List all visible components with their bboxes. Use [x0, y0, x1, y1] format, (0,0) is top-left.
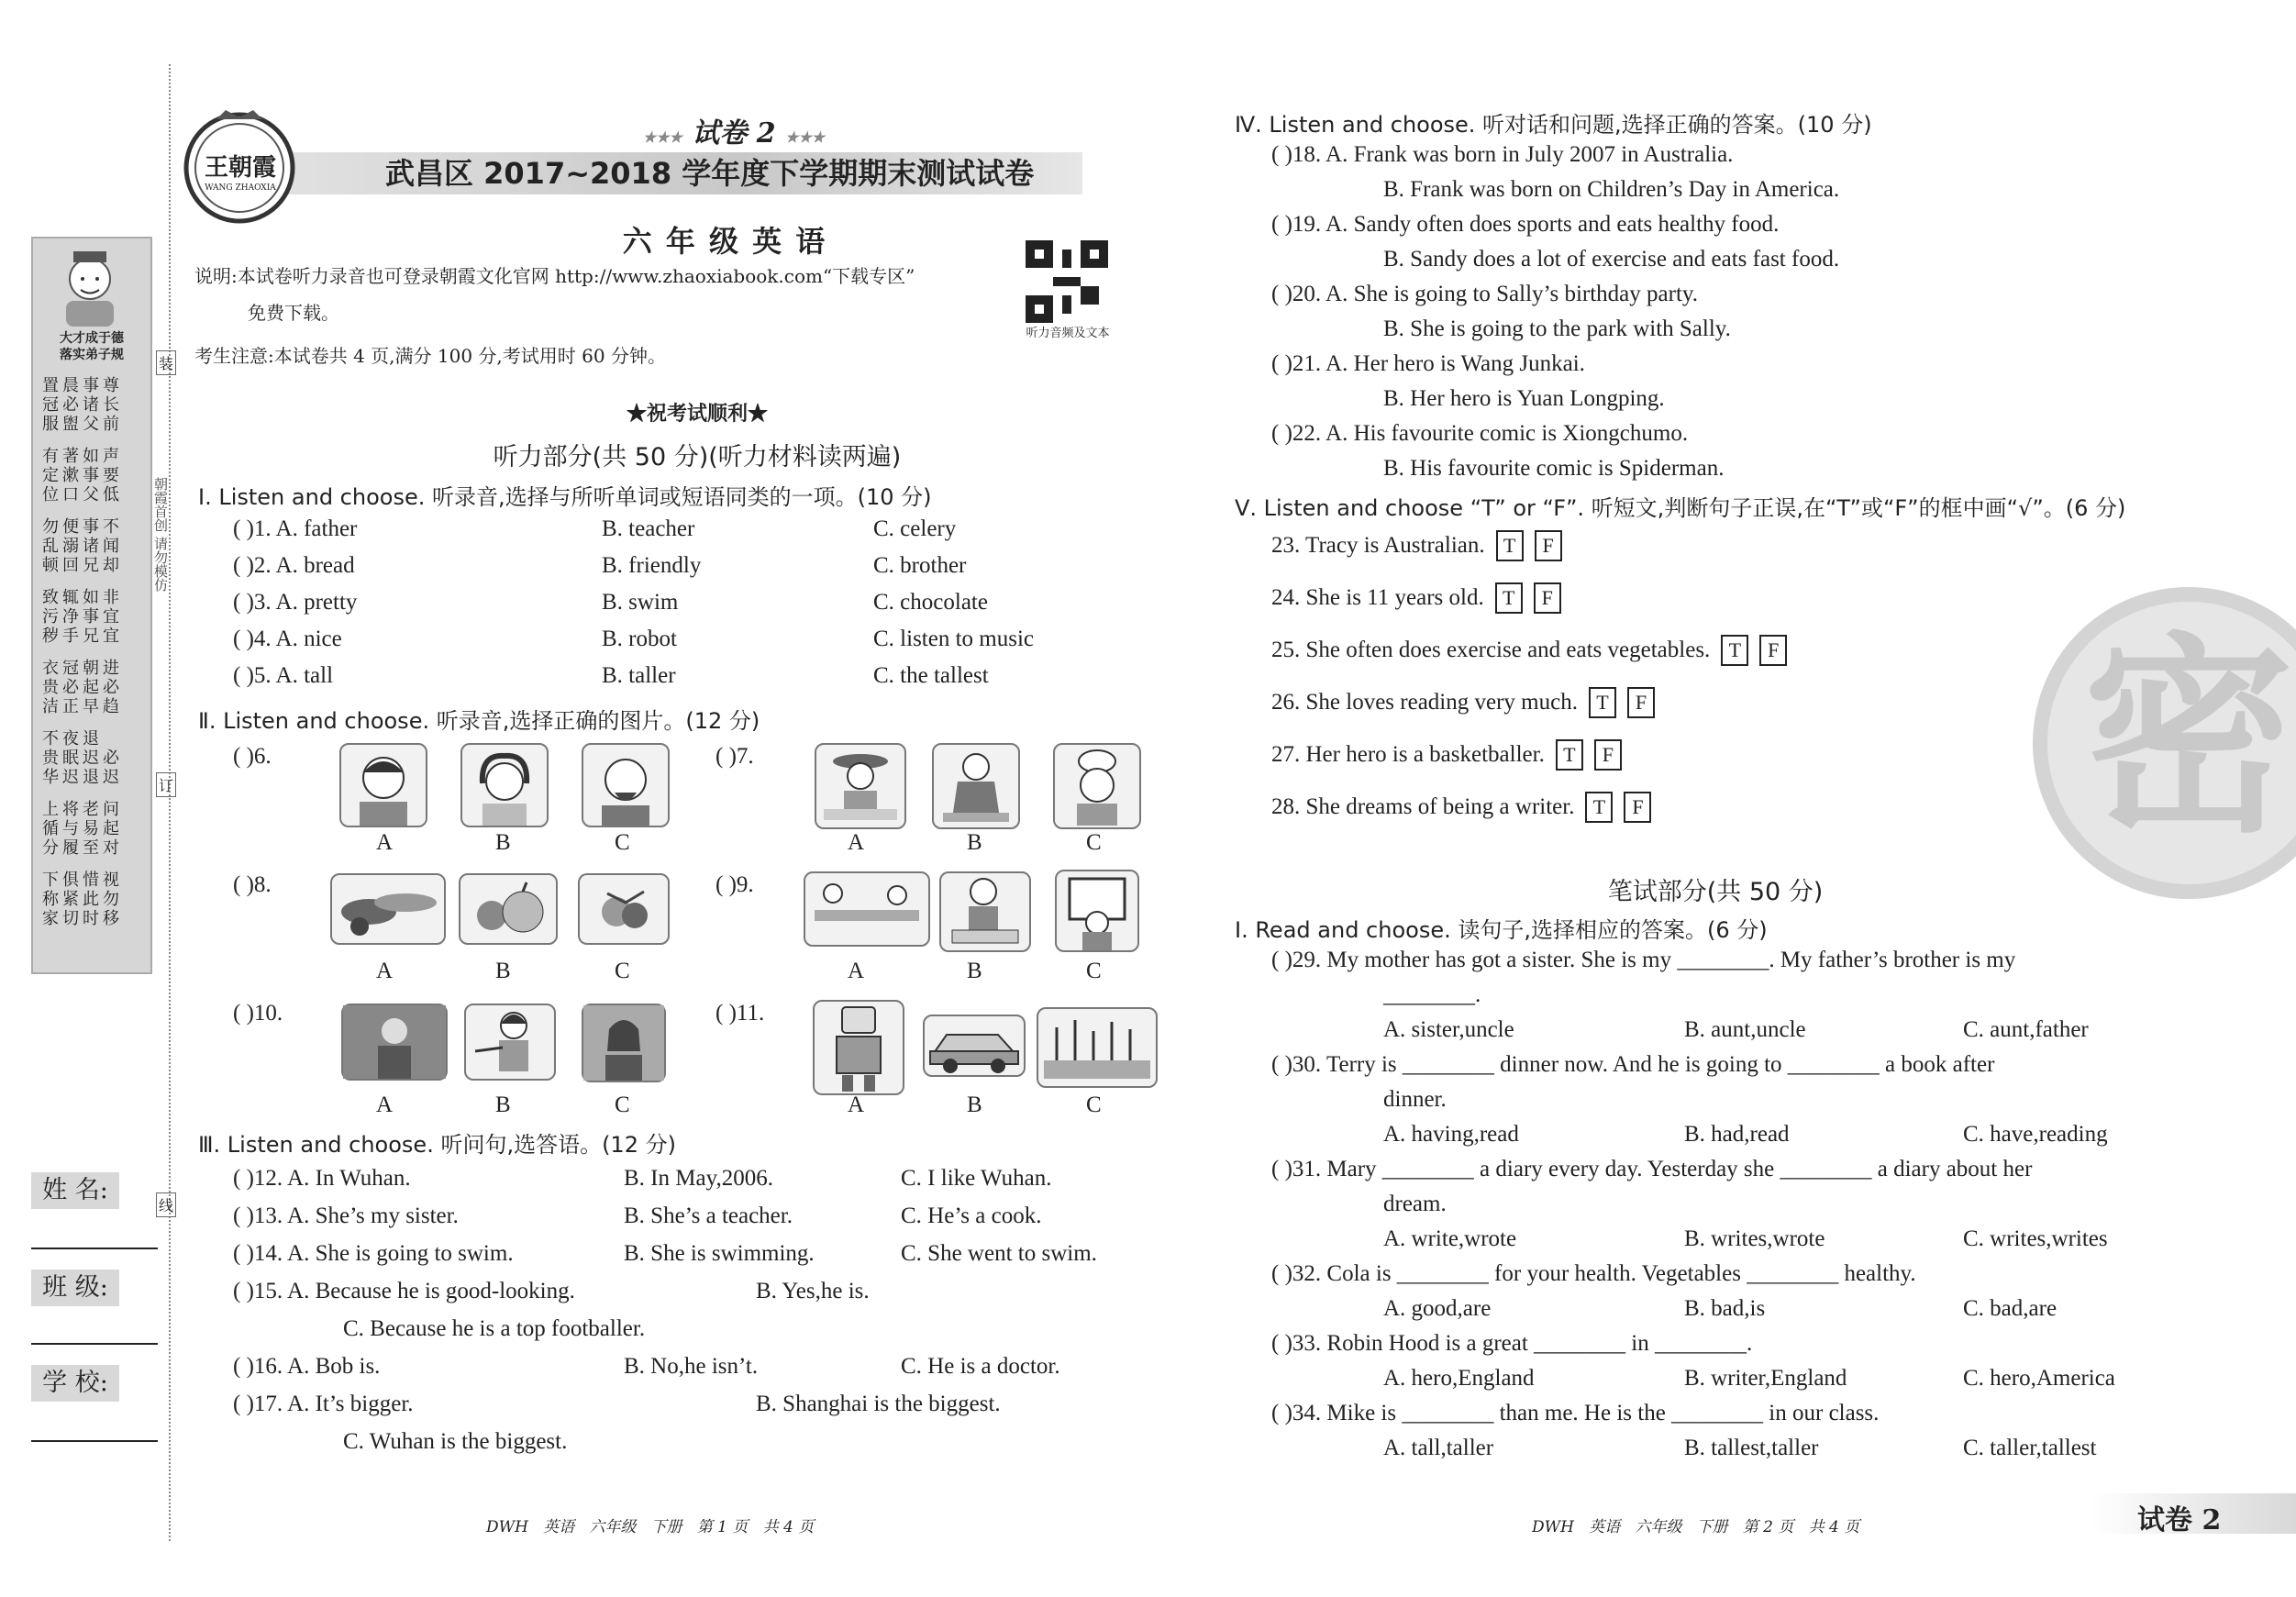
exam-title: 武昌区 2017~2018 学年度下学期期末测试试卷: [385, 156, 1035, 191]
question-row: [233, 516, 1150, 552]
qr-code[interactable]: [1026, 240, 1108, 321]
verse-line: 致辄如非: [42, 588, 123, 607]
picture-10a[interactable]: [341, 1004, 448, 1081]
picture-6b[interactable]: [460, 743, 549, 827]
class-field[interactable]: [31, 1343, 158, 1345]
option-a: A. write,wrote: [1383, 1226, 1517, 1251]
options-row: [1271, 1365, 2198, 1400]
subject-title: 六 年 级 英 语: [622, 224, 827, 259]
option-b: B. swim: [602, 590, 679, 615]
question-8[interactable]: ( )8.: [233, 872, 272, 897]
option-c: C. Because he is a top footballer.: [343, 1316, 646, 1341]
question-7[interactable]: ( )7.: [715, 744, 754, 769]
label-b: B: [967, 830, 982, 855]
label-a: A: [848, 1092, 865, 1117]
false-box[interactable]: F: [1759, 635, 1787, 666]
options-row: [1271, 1016, 2198, 1051]
verse-line: 称紧此勿: [42, 890, 123, 909]
question-row: [233, 1278, 1150, 1315]
true-box[interactable]: T: [1589, 687, 1616, 718]
section5-items: [1271, 530, 2097, 844]
picture-8a[interactable]: [330, 873, 446, 945]
option-a: A. hero,England: [1383, 1366, 1535, 1391]
seal-word: 线: [156, 1192, 176, 1217]
answer-blank[interactable]: ( )2. A. bread: [233, 553, 355, 578]
verse-line: 不夜退: [42, 729, 103, 749]
false-box[interactable]: F: [1627, 687, 1655, 718]
question-row: [233, 1428, 1150, 1466]
option-a: A. tall,taller: [1383, 1436, 1494, 1460]
listening-title: 听力部分(共 50 分)(听力材料读两遍): [493, 443, 902, 471]
option-line: B. Frank was born on Children’s Day in America.: [1383, 177, 1840, 202]
true-box[interactable]: T: [1495, 582, 1523, 614]
verse-line: 洁正早趋: [42, 697, 123, 716]
answer-blank[interactable]: ( )3. A. pretty: [233, 590, 358, 615]
option-b: B. friendly: [602, 553, 702, 578]
verse-line: 下俱惜视: [42, 871, 123, 890]
verse-line: 位口父低: [42, 485, 123, 505]
section1-questions: [233, 516, 1150, 699]
label-b: B: [967, 1092, 982, 1117]
tf-statement: 24. She is 11 years old.: [1271, 585, 1484, 610]
option-c: C. hero,America: [1963, 1366, 2115, 1391]
class-label: 班 级:: [31, 1270, 119, 1306]
verse-line: 置晨事尊: [42, 376, 123, 395]
option-c: C. writes,writes: [1963, 1226, 2108, 1251]
option-line: B. Sandy does a lot of exercise and eats fast food.: [1383, 247, 1840, 272]
verse-line: 贵眠迟必: [42, 749, 123, 768]
answer-line[interactable]: ( )22. A. His favourite comic is Xiongchumo.: [1271, 421, 1689, 446]
option-c: C. listen to music: [873, 627, 1034, 651]
option-b: B. writes,wrote: [1684, 1226, 1825, 1251]
option-line: B. Her hero is Yuan Longping.: [1383, 386, 1665, 411]
verse-line: 顿回兄却: [42, 556, 123, 575]
motto-line1: 大才成于德: [60, 331, 124, 346]
option-b: B. She’s a teacher.: [624, 1203, 793, 1228]
answer-blank[interactable]: ( )4. A. nice: [233, 627, 342, 651]
options-row: [1271, 1435, 2198, 1469]
side-note: 朝霞首创 请勿模仿: [152, 477, 169, 592]
tf-statement: 25. She often does exercise and eats vegetables.: [1271, 638, 1711, 662]
tf-statement: 27. Her hero is a basketballer.: [1271, 742, 1545, 767]
question-row: [233, 589, 1150, 626]
question-row: [233, 1391, 1150, 1428]
option-c: C. He’s a cook.: [901, 1203, 1042, 1228]
option-b: B. tallest,taller: [1684, 1436, 1819, 1460]
question-cont: ________.: [1383, 982, 1481, 1007]
question-stem[interactable]: ( )30. Terry is ________ dinner now. And he is going to ________ a book after: [1271, 1052, 1995, 1077]
question-row: [233, 1165, 1150, 1203]
option-b: B. In May,2006.: [624, 1166, 773, 1191]
picture-7c[interactable]: [1053, 743, 1141, 829]
option-c: C. celery: [873, 516, 957, 541]
school-field[interactable]: [31, 1440, 158, 1442]
answer-blank[interactable]: ( )14. A. She is going to swim.: [233, 1241, 514, 1266]
option-c: C. She went to swim.: [901, 1241, 1097, 1266]
picture-11c[interactable]: [1037, 1007, 1158, 1088]
label-c: C: [1086, 959, 1102, 983]
tf-statement: 23. Tracy is Australian.: [1271, 533, 1485, 558]
true-box[interactable]: T: [1496, 530, 1524, 561]
option-b: B. bad,is: [1684, 1296, 1766, 1321]
option-b: B. aunt,uncle: [1684, 1017, 1806, 1042]
label-a: A: [848, 830, 865, 855]
sidebar-motto: [37, 330, 147, 363]
option-c: C. Wuhan is the biggest.: [343, 1429, 568, 1454]
label-c: C: [615, 1092, 630, 1117]
notes-line1: 说明:本试卷听力录音也可登录朝霞文化官网 http://www.zhaoxiabook.com“下载专区”: [194, 265, 915, 287]
label-c: C: [615, 830, 630, 855]
option-b: B. She is swimming.: [624, 1241, 815, 1266]
picture-11a[interactable]: [813, 1000, 904, 1095]
verse-line: 分履至对: [42, 838, 123, 858]
tf-row: [1271, 635, 2097, 687]
picture-11b[interactable]: [923, 1015, 1026, 1077]
false-box[interactable]: F: [1535, 530, 1562, 561]
answer-line[interactable]: ( )21. A. Her hero is Wang Junkai.: [1271, 351, 1585, 376]
question-stem[interactable]: ( )32. Cola is ________ for your health. Vegetables ________ healthy.: [1271, 1261, 1916, 1286]
section4-title: Ⅳ. Listen and choose. 听对话和问题,选择正确的答案。(10 分): [1235, 112, 1872, 138]
tf-row: [1271, 792, 2097, 844]
answer-line[interactable]: ( )18. A. Frank was born in July 2007 in Australia.: [1271, 142, 1734, 167]
question-row: [233, 1315, 1150, 1353]
good-luck: ★祝考试顺利★: [626, 402, 768, 426]
seal-word: 装: [156, 350, 176, 375]
option-c: C. have,reading: [1963, 1122, 2108, 1147]
verse-line: 乱溺诸闻: [42, 537, 123, 556]
option-a: A. good,are: [1383, 1296, 1492, 1321]
option-b: B. writer,England: [1684, 1366, 1847, 1391]
option-b: B. Shanghai is the biggest.: [756, 1392, 1001, 1416]
verse-line: 服盥父前: [42, 415, 123, 434]
section1-title: Ⅰ. Listen and choose. 听录音,选择与所听单词或短语同类的一项。(10 分): [198, 484, 932, 510]
options-row: [1271, 1295, 2198, 1330]
label-a: A: [848, 959, 865, 983]
seal-char: 密: [2082, 616, 2294, 861]
verse-line: 定漱事要: [42, 466, 123, 485]
picture-8b[interactable]: [459, 873, 558, 945]
label-b: B: [967, 959, 982, 983]
option-c: C. I like Wuhan.: [901, 1166, 1052, 1191]
question-row: [233, 1240, 1150, 1278]
writing-section1-title: Ⅰ. Read and choose. 读句子,选择相应的答案。(6 分): [1235, 917, 1768, 943]
true-box[interactable]: T: [1721, 635, 1748, 666]
motto-line2: 落实弟子规: [60, 348, 124, 362]
picture-9a[interactable]: [804, 871, 930, 947]
tf-row: [1271, 582, 2097, 635]
option-b: B. No,he isn’t.: [624, 1354, 759, 1379]
true-box[interactable]: T: [1556, 739, 1583, 771]
answer-blank[interactable]: ( )15. A. Because he is good-looking.: [233, 1279, 575, 1303]
option-c: C. He is a doctor.: [901, 1354, 1060, 1379]
sidebar-scholar-figure: [50, 246, 130, 328]
section5-title: Ⅴ. Listen and choose “T” or “F”. 听短文,判断句子正误,在“T”或“F”的框中画“√”。(6 分): [1235, 495, 2126, 521]
exam-notice: 考生注意:本试卷共 4 页,满分 100 分,考试用时 60 分钟。: [194, 345, 666, 367]
corner-tag: 试卷 2: [2137, 1504, 2222, 1536]
options-row: [1271, 1121, 2198, 1156]
option-line: B. She is going to the park with Sally.: [1383, 316, 1731, 341]
option-b: B. taller: [602, 663, 676, 688]
answer-blank[interactable]: ( )5. A. tall: [233, 663, 334, 688]
verse-line: 家切时移: [42, 909, 123, 928]
label-c: C: [615, 959, 630, 983]
page-footer-left: DWH 英语 六年级 下册 第 1 页 共 4 页: [486, 1518, 815, 1536]
question-9[interactable]: ( )9.: [715, 872, 754, 897]
tf-statement: 28. She dreams of being a writer.: [1271, 794, 1575, 819]
answer-blank[interactable]: ( )1. A. father: [233, 516, 358, 541]
question-row: [233, 1353, 1150, 1391]
section3-title: Ⅲ. Listen and choose. 听问句,选答语。(12 分): [198, 1132, 676, 1158]
option-c: C. aunt,father: [1963, 1017, 2089, 1042]
tf-row: [1271, 530, 2097, 582]
tf-statement: 26. She loves reading very much.: [1271, 690, 1578, 715]
label-b: B: [495, 959, 511, 983]
picture-10b[interactable]: [464, 1004, 556, 1081]
label-a: A: [376, 1092, 394, 1117]
school-label: 学 校:: [31, 1365, 119, 1402]
verse-line: 有著如声: [42, 447, 123, 466]
label-a: A: [376, 830, 394, 855]
question-stem[interactable]: ( )34. Mike is ________ than me. He is the ________ in our class.: [1271, 1401, 1880, 1425]
verse-line: 勿便事不: [42, 517, 123, 537]
verse-line: 冠必诸长: [42, 395, 123, 415]
label-a: A: [376, 959, 394, 983]
false-box[interactable]: F: [1624, 792, 1651, 823]
name-field[interactable]: [31, 1248, 158, 1249]
question-stem[interactable]: ( )33. Robin Hood is a great ________ in ________.: [1271, 1331, 1753, 1356]
picture-10c[interactable]: [582, 1004, 666, 1082]
option-a: A. sister,uncle: [1383, 1017, 1514, 1042]
option-c: C. brother: [873, 553, 967, 578]
option-c: C. bad,are: [1963, 1296, 2058, 1321]
false-box[interactable]: F: [1534, 582, 1561, 614]
notes-line2: 免费下载。: [248, 302, 339, 324]
true-box[interactable]: T: [1585, 792, 1613, 823]
writing-title: 笔试部分(共 50 分): [1607, 878, 1824, 906]
answer-line[interactable]: ( )20. A. She is going to Sally’s birthday party.: [1271, 282, 1699, 306]
verse-line: 上将老问: [42, 800, 123, 819]
question-11[interactable]: ( )11.: [715, 1001, 765, 1026]
question-row: [233, 662, 1150, 699]
picture-6c[interactable]: [582, 743, 670, 827]
section2-title: Ⅱ. Listen and choose. 听录音,选择正确的图片。(12 分): [198, 708, 760, 734]
section4-lines: [1271, 141, 2189, 490]
label-b: B: [495, 1092, 511, 1117]
seal-word: 订: [156, 772, 176, 797]
verse-line: 污净事宜: [42, 607, 123, 627]
question-6[interactable]: ( )6.: [233, 744, 272, 769]
question-stem[interactable]: ( )29. My mother has got a sister. She is my ________. My father’s brother is my: [1271, 948, 2016, 972]
answer-blank[interactable]: ( )13. A. She’s my sister.: [233, 1203, 459, 1228]
picture-8c[interactable]: [578, 873, 670, 945]
option-b: B. robot: [602, 627, 677, 651]
picture-7b[interactable]: [932, 743, 1020, 829]
star-icon: ★★★: [642, 128, 682, 146]
logo-subtext: WANG ZHAOXIA: [205, 183, 276, 193]
tf-row: [1271, 687, 2097, 739]
writing-questions: [1271, 947, 2198, 1469]
option-c: C. taller,tallest: [1963, 1436, 2097, 1460]
answer-blank[interactable]: ( )17. A. It’s bigger.: [233, 1392, 414, 1416]
question-cont: dream.: [1383, 1192, 1447, 1216]
verse-line: 循与易起: [42, 819, 123, 838]
picture-6a[interactable]: [339, 743, 427, 827]
option-b: B. teacher: [602, 516, 695, 541]
label-c: C: [1086, 1092, 1102, 1117]
name-label: 姓 名:: [31, 1172, 119, 1209]
verse-line: 衣冠朝进: [42, 659, 123, 678]
verse-line: 秽手兄宜: [42, 627, 123, 646]
option-b: B. Yes,he is.: [756, 1279, 870, 1303]
tf-row: [1271, 739, 2097, 792]
sidebar-verses: [42, 376, 143, 928]
picture-7a[interactable]: [815, 743, 906, 829]
question-row: [233, 552, 1150, 589]
question-cont: dinner.: [1383, 1087, 1447, 1112]
option-c: C. chocolate: [873, 590, 988, 615]
star-icon: ★★★: [785, 128, 826, 146]
exam-tag-text: 试卷 2: [692, 117, 776, 150]
question-row: [233, 1203, 1150, 1240]
qr-caption: 听力音频及文本: [1026, 327, 1110, 340]
option-a: A. having,read: [1383, 1122, 1519, 1147]
picture-9c[interactable]: [1055, 870, 1139, 952]
question-row: [233, 626, 1150, 662]
notes-description: [194, 262, 1002, 327]
question-10[interactable]: ( )10.: [233, 1001, 283, 1026]
answer-blank[interactable]: ( )12. A. In Wuhan.: [233, 1166, 411, 1191]
page-footer-right: DWH 英语 六年级 下册 第 2 页 共 4 页: [1532, 1518, 1860, 1536]
label-c: C: [1086, 830, 1102, 855]
section3-questions: [233, 1165, 1150, 1466]
logo-text: 王朝霞: [204, 154, 276, 182]
picture-9b[interactable]: [939, 871, 1031, 952]
question-stem[interactable]: ( )31. Mary ________ a diary every day. Yesterday she ________ a diary about her: [1271, 1157, 2033, 1181]
option-line: B. His favourite comic is Spiderman.: [1383, 456, 1725, 481]
answer-blank[interactable]: ( )16. A. Bob is.: [233, 1354, 381, 1379]
answer-line[interactable]: ( )19. A. Sandy often does sports and eats healthy food.: [1271, 212, 1780, 237]
exam-tag: [633, 110, 835, 150]
option-b: B. had,read: [1684, 1122, 1790, 1147]
false-box[interactable]: F: [1594, 739, 1622, 771]
verse-line: 贵必起必: [42, 678, 123, 697]
verse-line: 华迟退迟: [42, 768, 123, 787]
options-row: [1271, 1225, 2198, 1260]
label-b: B: [495, 830, 511, 855]
binding-dotted-line: [169, 64, 171, 1541]
option-c: C. the tallest: [873, 663, 989, 688]
